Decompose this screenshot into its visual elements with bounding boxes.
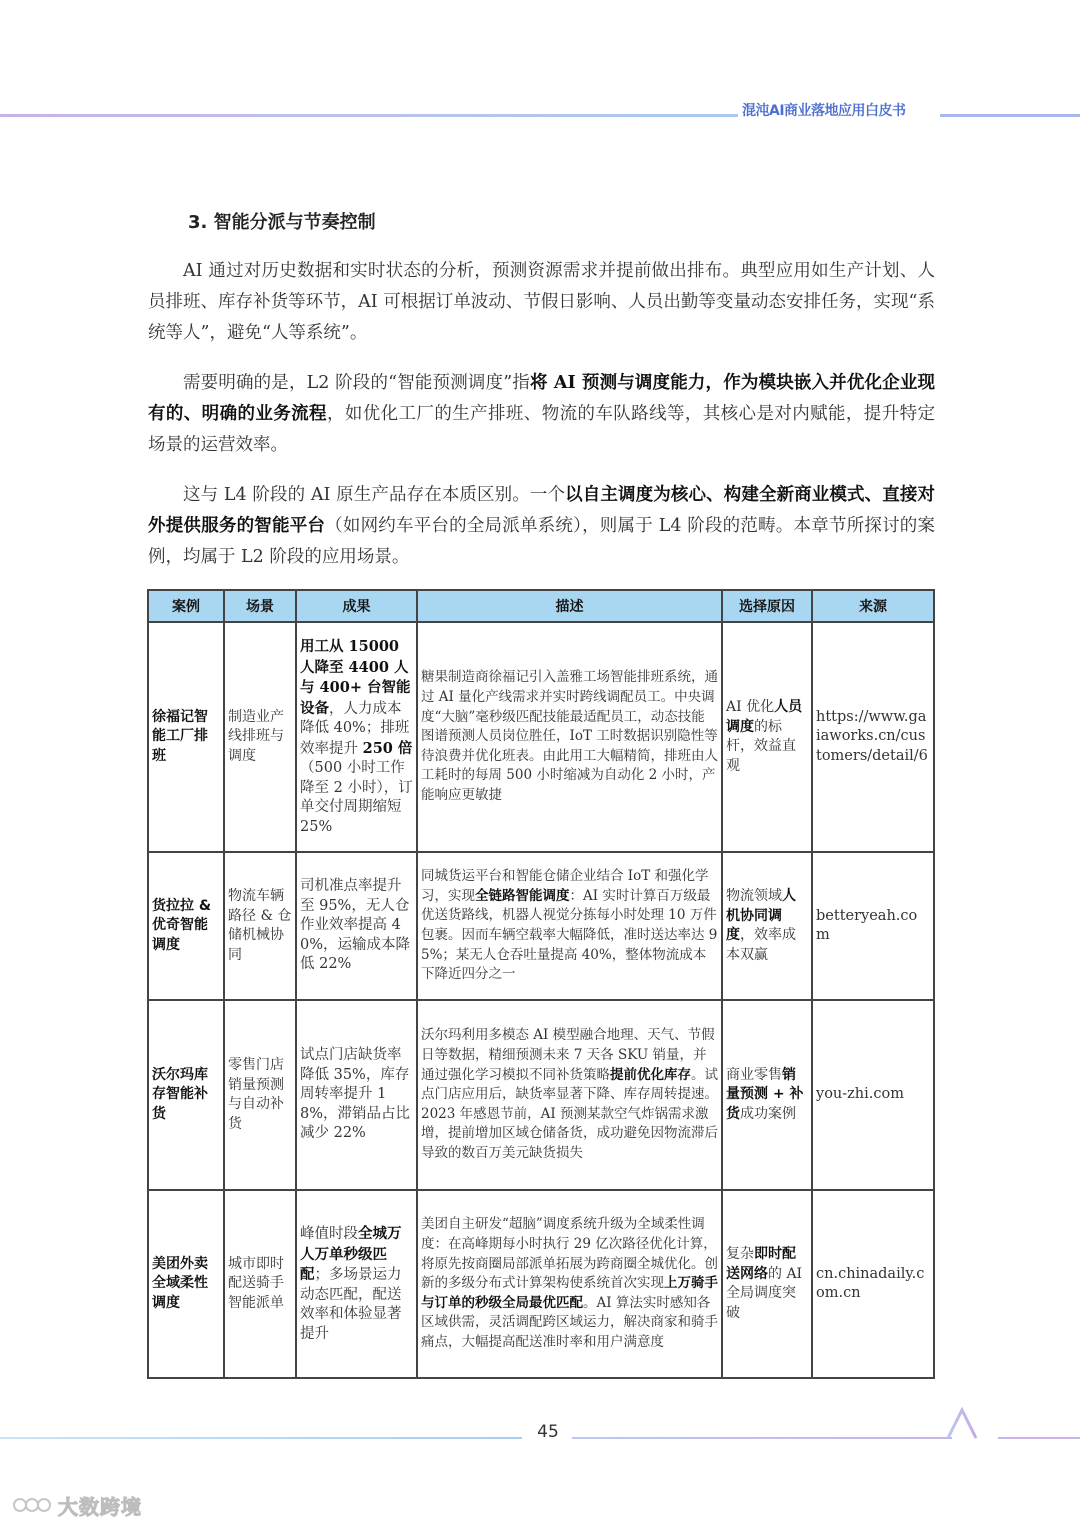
paragraph-3-text-a: 这与 L4 阶段的 AI 原生产品存在本质区别。一个 xyxy=(183,485,566,505)
col-header-result: 成果 xyxy=(296,590,417,622)
cell-reason xyxy=(722,1000,812,1190)
reason-text-2: 的标杆，效益直观 xyxy=(726,718,796,774)
result-text-1: ，人力成本降低 40%；排班效率提升 xyxy=(300,700,410,757)
desc-text-2: 。试点门店应用后，缺货率显著下降、库存周转提速。2023 年感恩节前，AI 预测某款空气炸锅需求激增，提前增加区域仓储备货，成功避免因物流滞后导致的数百万美元缺货损失 xyxy=(421,1066,718,1161)
cell-result xyxy=(296,1190,417,1378)
reason-bold: 即时配送网络 xyxy=(726,1246,796,1282)
paragraph-3-bold: 以自主调度为核心、构建全新商业模式、直接对外提供服务的智能平台 xyxy=(148,485,936,536)
reason-text-1: AI 优化 xyxy=(726,699,775,715)
cell-reason xyxy=(722,852,812,1000)
ai-logo-icon xyxy=(946,1406,1000,1440)
header-rule-right xyxy=(940,114,1080,117)
col-header-case: 案例 xyxy=(148,590,224,622)
paragraph-3-text-c: （如网约车平台的全局派单系统），则属于 L4 阶段的范畴。本章节所探讨的案例，均属于 L2 阶段的应用场景。 xyxy=(148,516,936,567)
cell-case: 美团外卖全域柔性调度 xyxy=(148,1190,224,1378)
table-header-row xyxy=(148,590,934,622)
cell-result: 试点门店缺货率降低 35%，库存周转率提升 18%，滞销品占比减少 22% xyxy=(296,1000,417,1190)
cell-reason xyxy=(722,1190,812,1378)
table-row xyxy=(148,1190,934,1378)
result-bold-2: 250 倍 xyxy=(362,739,413,757)
page-number: 45 xyxy=(537,1422,559,1442)
cell-result: 司机准点率提升至 95%，无人仓作业效率提高 40%，运输成本降低 22% xyxy=(296,852,417,1000)
cell-case: 货拉拉 & 优奇智能调度 xyxy=(148,852,224,1000)
header-title: 混沌AI商业落地应用白皮书 xyxy=(742,103,906,119)
cell-case: 徐福记智能工厂排班 xyxy=(148,622,224,852)
header-rule-left xyxy=(0,114,738,117)
case-table xyxy=(147,589,935,1379)
desc-text-1: 同城货运平台和智能仓储企业结合 IoT 和强化学习，实现 xyxy=(421,868,709,904)
paragraph-1-text: AI 通过对历史数据和实时状态的分析，预测资源需求并提前做出排布。典型应用如生产计划、人员排班、库存补货等环节，AI 可根据订单波动、节假日影响、人员出勤等变量动态安排任务，实现“系统等人”，避免“人等系统”。 xyxy=(148,261,935,343)
cell-scene: 城市即时配送骑手智能派单 xyxy=(224,1190,296,1378)
footer-rule-right xyxy=(998,1437,1080,1439)
reason-text-2: 的 AI 全局调度突破 xyxy=(726,1265,803,1321)
col-header-scene: 场景 xyxy=(224,590,296,622)
reason-text-1: 商业零售 xyxy=(726,1066,782,1083)
paragraph-2-bold: 将 AI 预测与调度能力，作为模块嵌入并优化企业现有的、明确的业务流程 xyxy=(148,373,935,424)
cell-source: https://www.gaiaworks.cn/customers/detail/6 xyxy=(812,622,934,852)
cell-source: betteryeah.com xyxy=(812,852,934,1000)
result-text-2: （500 小时工作降至 2 小时），订单交付周期缩短 25% xyxy=(300,760,413,835)
desc-text-1: 沃尔玛利用多模态 AI 模型融合地理、天气、节假日等数据，精细预测未来 7 天各 SKU 销量，并通过强化学习模拟不同补货策略 xyxy=(421,1027,715,1083)
cell-case: 沃尔玛库存智能补货 xyxy=(148,1000,224,1190)
cell-description xyxy=(417,852,722,1000)
result-text-2: ；多场景运力动态匹配，配送效率和体验显著提升 xyxy=(300,1267,402,1342)
cell-description: 糖果制造商徐福记引入盖雅工场智能排班系统，通过 AI 量化产线需求并实时跨线调配员工。中央调度“大脑”毫秒级匹配技能最适配员工，动态技能图谱预测人员岗位胜任，IoT 工时数据识别隐性等待浪费并优化班表。由此用工大幅精简，排班由人工耗时的每周 500 小时缩减为自动化 2 小时，产能响应更敏捷 xyxy=(417,622,722,852)
paragraph-2-text-c: ，如优化工厂的生产排班、物流的车队路线等，其核心是对内赋能，提升特定场景的运营效率。 xyxy=(148,404,935,455)
desc-text-1: 美团自主研发“超脑”调度系统升级为全域柔性调度：在高峰期每小时执行 29 亿次路径优化计算，将原先按商圈局部派单拓展为跨商圈全城优化。创新的多级分布式计算架构使系统首次实现 xyxy=(421,1216,718,1292)
cell-scene: 物流车辆路径 & 仓储机械协同 xyxy=(224,852,296,1000)
cell-scene: 制造业产线排班与调度 xyxy=(224,622,296,852)
desc-bold: 上万骑手与订单的秒级全局最优匹配 xyxy=(421,1275,718,1311)
result-bold-1: 用工从 15000 人降至 4400 人与 400+ 台智能设备 xyxy=(300,638,411,717)
reason-text-1: 物流领域 xyxy=(726,888,782,904)
footer-rule-left xyxy=(0,1437,522,1439)
watermark-text: 大数跨境 xyxy=(58,1494,142,1519)
table-row xyxy=(148,852,934,1000)
col-header-source: 来源 xyxy=(812,590,934,622)
watermark-logo-icon xyxy=(12,1493,52,1517)
desc-text-2: 。AI 算法实时感知各区域供需，灵活调配跨区域运力，解决商家和骑手痛点，大幅提高配送准时率和用户满意度 xyxy=(421,1294,718,1350)
section-heading: 3. 智能分派与节奏控制 xyxy=(188,212,376,233)
desc-text-2: ：AI 实时计算百万级最优送货路线，机器人视觉分拣每小时处理 10 万件包裹。因而车辆空载率大幅降低，准时送达率达 95%；某无人仓吞吐量提高 40%，整体物流成本下降近四分之一 xyxy=(421,887,718,983)
footer-rule-middle xyxy=(572,1437,952,1439)
reason-text-1: 复杂 xyxy=(726,1246,754,1262)
cell-reason xyxy=(722,622,812,852)
cell-source: you-zhi.com xyxy=(812,1000,934,1190)
paragraph-1 xyxy=(148,256,935,349)
reason-text-2: ，效率成本双赢 xyxy=(726,927,796,963)
paragraph-2 xyxy=(148,368,935,461)
desc-bold: 提前优化库存 xyxy=(610,1066,691,1083)
desc-bold: 全链路智能调度 xyxy=(475,887,570,904)
paragraph-3 xyxy=(148,480,935,573)
reason-bold: 人机协同调度 xyxy=(726,888,796,943)
reason-bold: 人员调度 xyxy=(726,699,803,735)
cell-scene: 零售门店销量预测与自动补货 xyxy=(224,1000,296,1190)
cell-result xyxy=(296,622,417,852)
watermark xyxy=(12,1490,142,1520)
cell-source: cn.chinadaily.com.cn xyxy=(812,1190,934,1378)
cell-description xyxy=(417,1000,722,1190)
reason-text-2: 成功案例 xyxy=(740,1105,796,1122)
col-header-description: 描述 xyxy=(417,590,722,622)
result-text-1: 峰值时段 xyxy=(300,1226,358,1242)
result-bold: 全城万人万单秒级匹配 xyxy=(300,1225,402,1283)
table-row xyxy=(148,1000,934,1190)
reason-bold: 销量预测 + 补货 xyxy=(726,1066,804,1122)
paragraph-2-text-a: 需要明确的是，L2 阶段的“智能预测调度”指 xyxy=(183,373,530,393)
table-row xyxy=(148,622,934,852)
col-header-reason: 选择原因 xyxy=(722,590,812,622)
cell-description xyxy=(417,1190,722,1378)
